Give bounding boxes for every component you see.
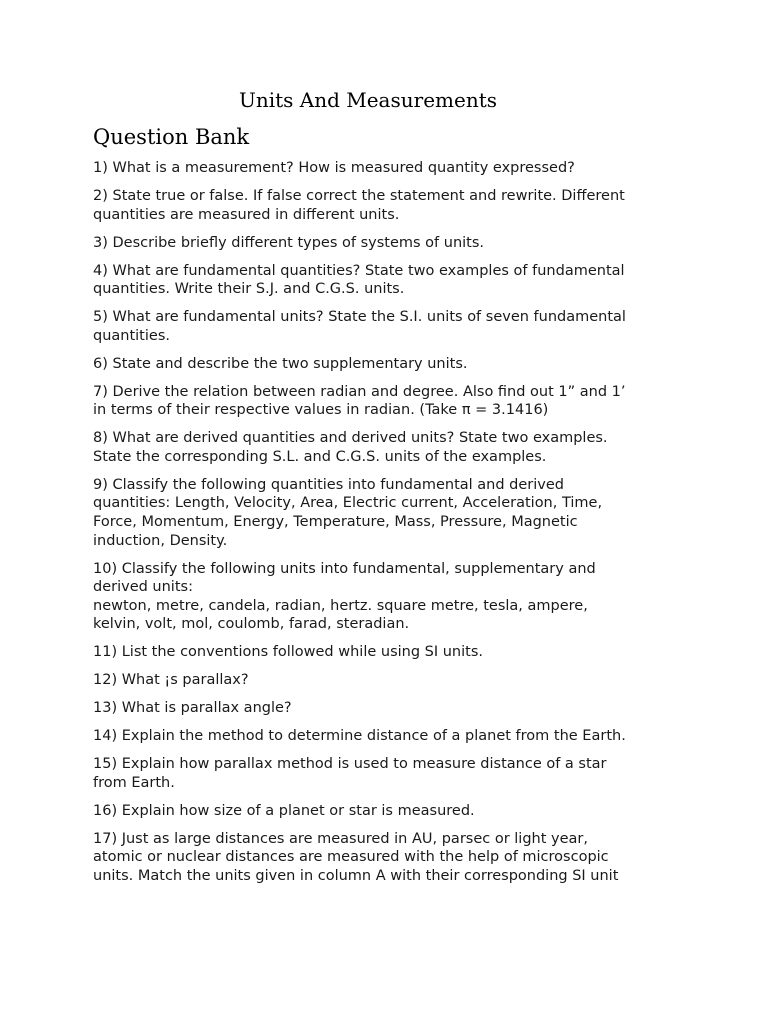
question-item: 17) Just as large distances are measured in AU, parsec or light year, atomic or nuclear distances are measured with the help of microscopic units. Match the units given in column A with their corresponding SI unit — [93, 830, 619, 885]
question-item: 13) What is parallax angle? — [93, 700, 292, 717]
question-item: 7) Derive the relation between radian and degree. Also find out 1” and 1’ in terms of their respective values in radian. (Take π = 3.1416) — [93, 383, 626, 419]
question-item: 9) Classify the following quantities into fundamental and derived quantities: Length, Velocity, Area, Electric current, Acceleration, Time, Force, Momentum, Energy, Temperature, Mass, Pressure, Magnetic induction, Density. — [93, 476, 603, 549]
question-item: 3) Describe briefly different types of systems of units. — [93, 234, 485, 251]
question-item: 15) Explain how parallax method is used to measure distance of a star from Earth. — [93, 756, 607, 791]
question-item: 4) What are fundamental quantities? State two examples of fundamental quantities. Write their S.J. and C.G.S. units. — [93, 262, 625, 298]
question-item: 6) State and describe the two supplementary units. — [93, 355, 468, 372]
question-item: 10) Classify the following units into fundamental, supplementary and derived units: newton, metre, candela, radian, hertz. square metre, tesla, ampere, kelvin, volt, mol, coulomb, farad, steradian. — [93, 560, 596, 633]
question-item: 1) What is a measurement? How is measured quantity expressed? — [93, 160, 575, 176]
question-list — [93, 159, 673, 895]
question-item: 12) What ¡s parallax? — [93, 672, 249, 689]
question-item: 2) State true or false. If false correct the statement and rewrite. Different quantities are measured in different units. — [93, 187, 625, 223]
document-title: Units And Measurements — [238, 88, 498, 112]
question-item: 14) Explain the method to determine distance of a planet from the Earth. — [93, 728, 626, 745]
question-item: 8) What are derived quantities and derived units? State two examples. State the corresponding S.L. and C.G.S. units of the examples. — [93, 430, 608, 465]
question-item: 16) Explain how size of a planet or star is measured. — [93, 802, 475, 819]
document-subtitle: Question Bank — [93, 125, 250, 149]
question-item: 11) List the conventions followed while using SI units. — [93, 644, 483, 661]
question-item: 5) What are fundamental units? State the S.I. units of seven fundamental quantities. — [93, 309, 626, 344]
